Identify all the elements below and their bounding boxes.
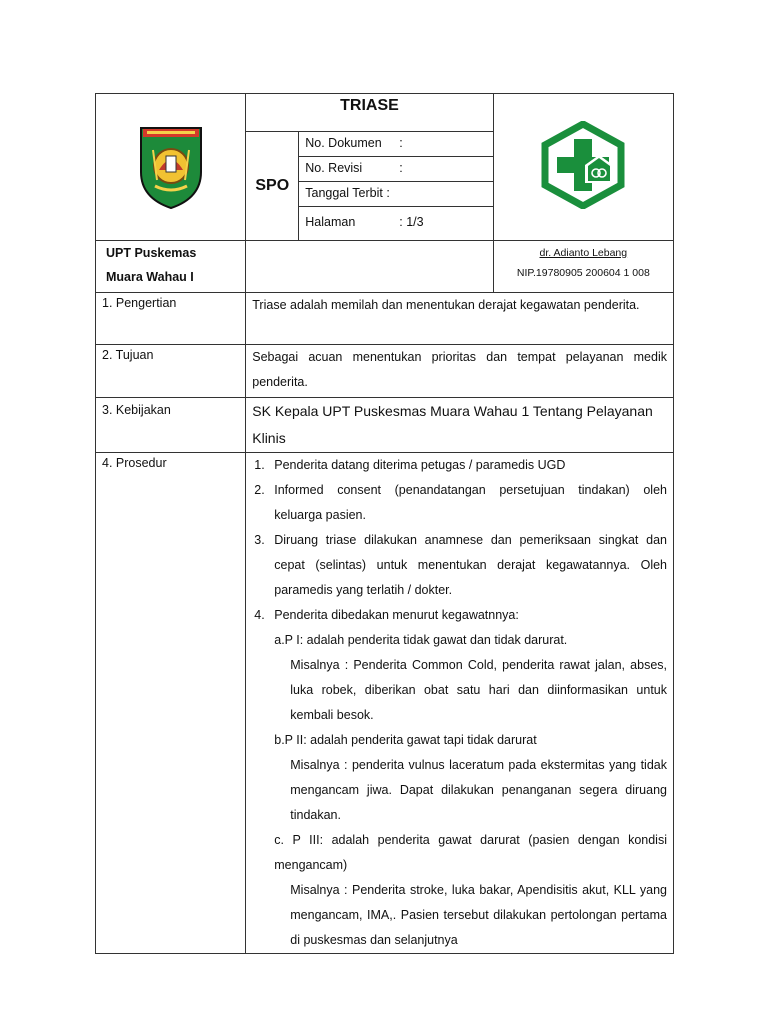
section-text-pengertian: Triase adalah memilah dan menentukan derajat kegawatan penderita. — [246, 293, 674, 345]
empty-cell — [246, 241, 493, 293]
spo-label: SPO — [246, 132, 299, 240]
signature-block — [493, 241, 673, 293]
field-no-dokumen: No. Dokumen : — [299, 132, 492, 157]
signer-nip: NIP.19780905 200604 1 008 — [516, 267, 650, 279]
section-label-pengertian: 1. Pengertian — [96, 293, 246, 345]
document-title: TRIASE — [246, 94, 492, 132]
procedure-steps — [252, 453, 667, 953]
section-label-kebijakan: 3. Kebijakan — [96, 398, 246, 453]
signer-name: dr. Adianto Lebang — [539, 247, 628, 259]
unit-name: UPT Puskemas Muara Wahau I — [96, 241, 246, 293]
field-halaman: Halaman : 1/3 — [305, 215, 424, 229]
priority-item: a.P I: adalah penderita tidak gawat dan tidak darurat. Misalnya : Penderita Common Cold, penderita rawat jalan, abses, luka robek, diberikan obat satu hari dan diinformasikan untuk kembali besok. — [274, 633, 667, 722]
priority-item: c. P III: adalah penderita gawat darurat (pasien dengan kondisi mengancam) Misalnya : Penderita stroke, luka bakar, Apendisitis akut, KLL yang mengancam, IMA,. Pasien tersebut dilakukan pertolongan pertama di puskesmas dan selanjutnya — [274, 833, 667, 947]
section-text-tujuan: Sebagai acuan menentukan prioritas dan tempat pelayanan medik penderita. — [246, 345, 674, 398]
procedure-step: 3. Diruang triase dilakukan anamnese dan pemeriksaan singkat dan cepat (selintas) untuk menentukan derajat kegawatannya. Oleh paramedis yang terlatih / dokter. — [254, 533, 667, 597]
section-text-kebijakan: SK Kepala UPT Puskesmas Muara Wahau 1 Tentang Pelayanan Klinis — [246, 398, 674, 453]
field-tanggal-terbit: Tanggal Terbit : — [299, 182, 492, 207]
puskesmas-logo-cell — [493, 94, 673, 241]
section-label-prosedur: 4. Prosedur — [96, 453, 246, 954]
procedure-step: 1. Penderita datang diterima petugas / paramedis UGD — [254, 458, 566, 472]
title-block — [246, 94, 493, 241]
procedure-step: 2. Informed consent (penandatangan persetujuan tindakan) oleh keluarga pasien. — [254, 483, 667, 522]
field-no-revisi: No. Revisi : — [299, 157, 492, 182]
regency-emblem-icon — [135, 120, 207, 210]
document-fields — [299, 132, 492, 240]
priority-list — [274, 628, 667, 953]
regency-emblem-cell — [96, 94, 246, 241]
priority-item: b.P II: adalah penderita gawat tapi tidak darurat Misalnya : penderita vulnus laceratum pada ekstermitas yang tidak mengancam jiwa. Dapat dilakukan penanganan segera diruang tindakan. — [274, 733, 667, 822]
spo-document-table — [95, 93, 674, 954]
section-prosedur-body — [246, 453, 674, 954]
procedure-step: 4. Penderita dibedakan menurut kegawatnnya: a.P I: adalah penderita tidak gawat dan tidak darurat. Misalnya : Penderita Common Cold, penderita rawat jalan, abses, luka robek, diberikan obat satu hari dan diinformasikan untuk kembali besok. b.P II: adalah penderita gawat tapi tidak darurat Misalnya : penderita vulnus laceratum pada ekstermitas yang tidak mengancam jiwa. Dapat dilakukan penanganan segera diruang tindakan. c. P III: adalah penderita gawat darurat (pasien dengan kondisi mengancam) Misalnya : Penderita stroke, luka bakar, Apendisitis akut, KLL yang mengancam, IMA,. Pasien tersebut dilakukan pertolongan pertama di puskesmas dan selanjutnya — [252, 603, 667, 953]
puskesmas-logo-icon — [541, 121, 625, 209]
section-label-tujuan: 2. Tujuan — [96, 345, 246, 398]
